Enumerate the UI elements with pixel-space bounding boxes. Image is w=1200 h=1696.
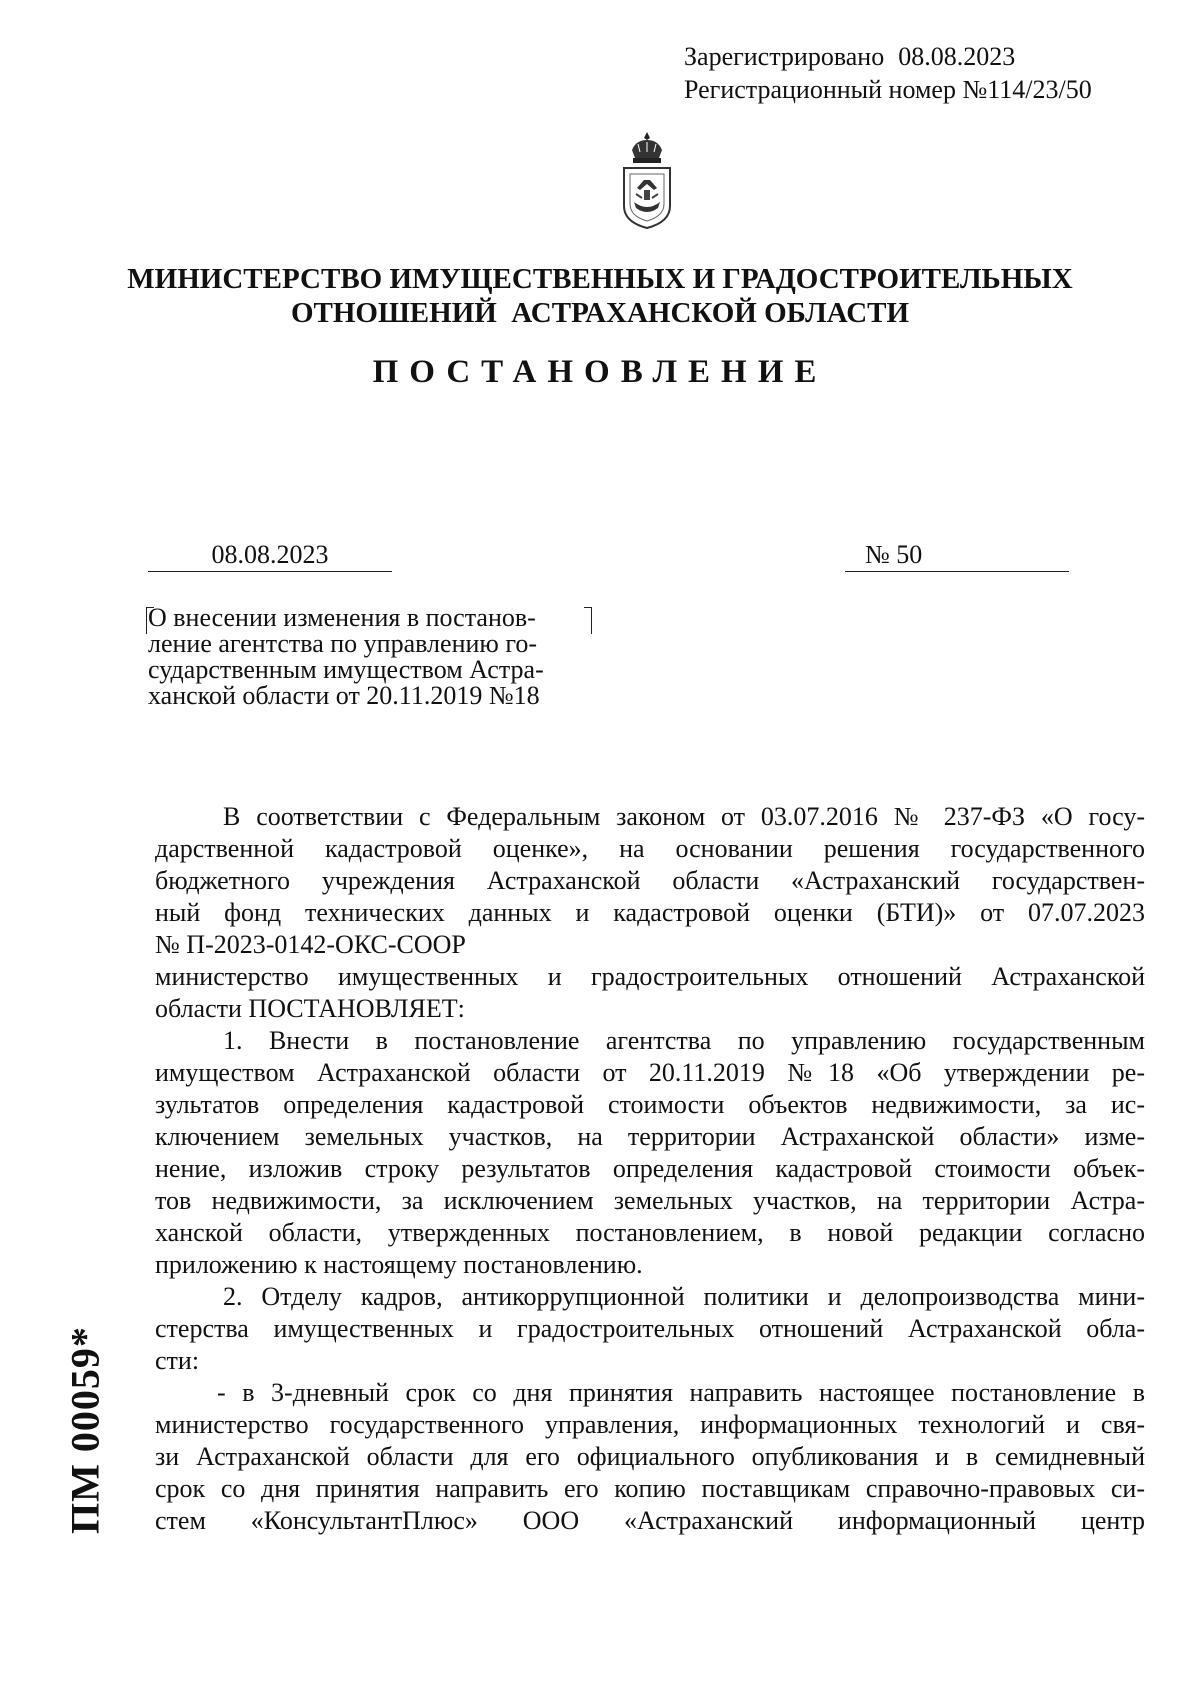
subject-line: О внесении изменения в постанов- — [148, 603, 536, 632]
body-line: срок со дня принятия направить его копию поставщикам справочно-правовых си- — [155, 1474, 1145, 1503]
document-date: 08.08.2023 — [148, 539, 392, 572]
registration-date-line — [684, 40, 1092, 73]
ministry-title-line2: ОТНОШЕНИЙ АСТРАХАНСКОЙ ОБЛАСТИ — [290, 297, 910, 329]
side-stamp — [55, 1280, 115, 1580]
body-line: 2. Отделу кадров, антикоррупционной политики и делопроизводства мини- — [223, 1282, 1145, 1311]
body-line: имуществом Астраханской области от 20.11.2019 №18 «Об утверждении ре- — [155, 1058, 1145, 1087]
body-line: стем «КонсультантПлюс» ООО «Астраханский информационный центр — [155, 1506, 1145, 1535]
body-line: зультатов определения кадастровой стоимости объектов недвижимости, за ис- — [155, 1090, 1145, 1119]
body-line: дарственной кадастровой оценке», на основании решения государственного — [155, 834, 1145, 863]
body-line: - в 3-дневный срок со дня принятия направить настоящее постановление в — [217, 1378, 1145, 1407]
body-line: министерство имущественных и градостроительных отношений Астраханской — [155, 962, 1145, 991]
body-line: тов недвижимости, за исключением земельных участков, на территории Астра- — [155, 1186, 1145, 1215]
document-subject — [148, 605, 588, 709]
document-body — [155, 801, 1145, 1537]
body-line: бюджетного учреждения Астраханской области «Астраханский государствен- — [155, 866, 1145, 895]
registration-stamp — [684, 40, 1092, 106]
body-line: № П-2023-0142-ОКС-СООР — [155, 930, 466, 959]
body-line: ный фонд технических данных и кадастровой оценки (БТИ)» от 07.07.2023 — [155, 898, 1145, 927]
ministry-title — [100, 262, 1100, 330]
body-line: нение, изложив строку результатов определения кадастровой стоимости объек- — [155, 1154, 1145, 1183]
body-line: министерство государственного управления, информационных технологий и свя- — [155, 1410, 1145, 1439]
coat-of-arms-icon — [614, 128, 680, 234]
registration-number: Регистрационный номер №114/23/50 — [684, 75, 1092, 104]
body-line: ключением земельных участков, на территории Астраханской области» изме- — [155, 1122, 1145, 1151]
document-type: ПОСТАНОВЛЕНИЕ — [372, 354, 828, 390]
body-line: области ПОСТАНОВЛЯЕТ: — [155, 994, 465, 1023]
document-number — [845, 539, 1069, 572]
subject-line: сударственным имуществом Астра- — [148, 655, 544, 684]
document-number-value: № 50 — [865, 540, 923, 569]
body-line: В соответствии с Федеральным законом от 03.07.2016 № 237-ФЗ «О госу- — [223, 802, 1145, 831]
body-line: сти: — [155, 1346, 200, 1375]
subject-line: ление агентства по управлению го- — [148, 629, 537, 658]
body-line: стерства имущественных и градостроительных отношений Астраханской обла- — [155, 1314, 1145, 1343]
body-line: ханской области, утвержденных постановлением, в новой редакции согласно — [155, 1218, 1145, 1247]
registration-label: Зарегистрировано — [684, 42, 885, 71]
ministry-title-line1: МИНИСТЕРСТВО ИМУЩЕСТВЕННЫХ И ГРАДОСТРОИТЕЛЬНЫХ — [127, 263, 1073, 295]
body-line: 1. Внести в постановление агентства по управлению государственным — [223, 1026, 1145, 1055]
side-stamp-text: ПМ 00059* — [62, 1326, 108, 1534]
body-line: зи Астраханской области для его официального опубликования и в семидневный — [155, 1442, 1145, 1471]
subject-line: ханской области от 20.11.2019 №18 — [148, 681, 540, 710]
body-line: приложению к настоящему постановлению. — [155, 1250, 643, 1279]
registration-date: 08.08.2023 — [898, 42, 1016, 71]
